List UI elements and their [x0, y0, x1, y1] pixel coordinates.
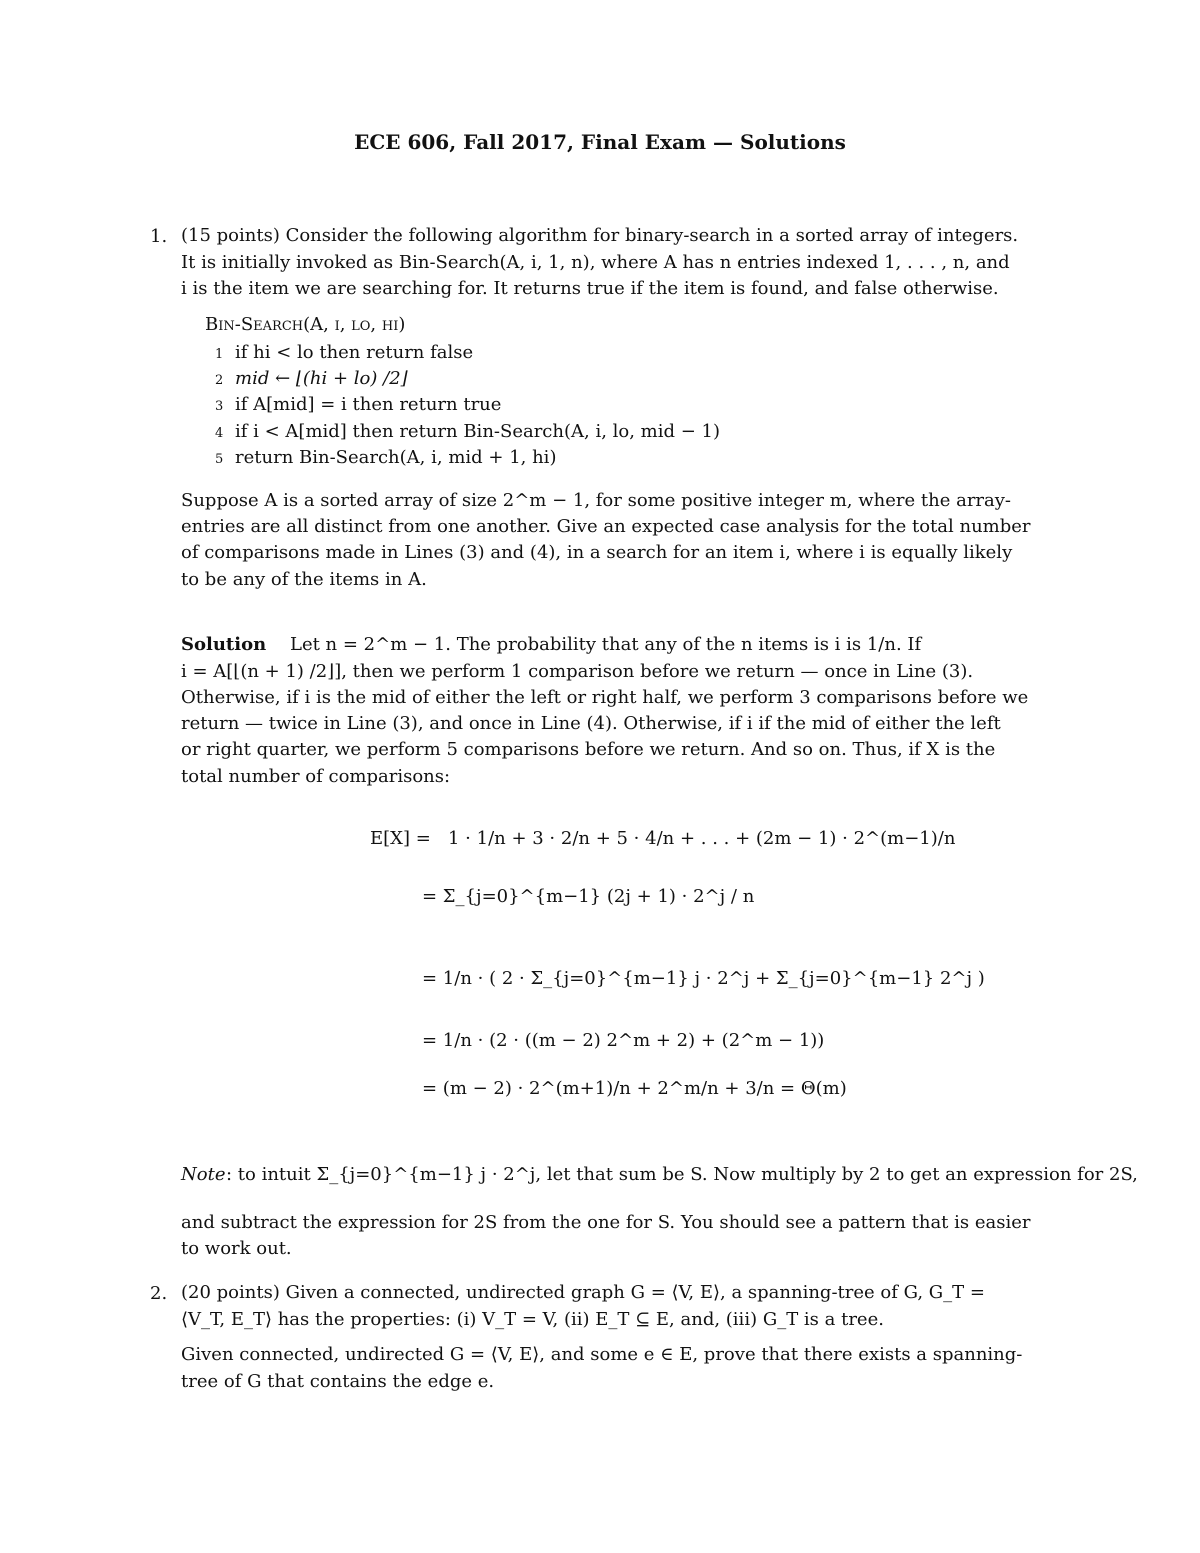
page-title: ECE 606, Fall 2017, Final Exam — Solutions — [354, 130, 846, 154]
algorithm-signature: Bin-Search(A, i, lo, hi) — [205, 314, 406, 335]
q1-intro-line-1: (15 points) Consider the following algorithm for binary-search in a sorted array of integers. — [181, 225, 1019, 246]
algorithm-line-4 — [215, 421, 720, 442]
q2-line-2: ⟨V_T, E_T⟩ has the properties: (i) V_T = V, (ii) E_T ⊆ E, and, (iii) G_T is a tree. — [181, 1309, 884, 1330]
note-line-3: to work out. — [181, 1238, 292, 1259]
equation-line-5: = (m − 2) · 2^(m+1)/n + 2^m/n + 3/n = Θ(m) — [422, 1078, 847, 1099]
note-label: Note — [181, 1164, 226, 1185]
equation-line-2: = Σ_{j=0}^{m−1} (2j + 1) · 2^j / n — [422, 886, 755, 907]
algorithm-line-2 — [215, 368, 408, 389]
equation-lhs: E[X] = — [370, 828, 431, 849]
solution-line-2: i = A[⌊(n + 1) /2⌋], then we perform 1 comparison before we return — once in Line (3). — [181, 661, 974, 682]
equation-line-1: 1 · 1/n + 3 · 2/n + 5 · 4/n + . . . + (2m − 1) · 2^(m−1)/n — [448, 828, 956, 849]
algorithm-line-5 — [215, 447, 556, 468]
algorithm-line-1 — [215, 342, 473, 363]
q2-line-4: tree of G that contains the edge e. — [181, 1371, 495, 1392]
solution-line-5: or right quarter, we perform 5 comparisons before we return. And so on. Thus, if X is the — [181, 739, 996, 760]
suppose-line-1: Suppose A is a sorted array of size 2^m − 1, for some positive integer m, where the array- — [181, 490, 1012, 511]
q2-line-3: Given connected, undirected G = ⟨V, E⟩, and some e ∈ E, prove that there exists a spanning- — [181, 1344, 1023, 1365]
solution-line-4: return — twice in Line (3), and once in Line (4). Otherwise, if i if the mid of either the left — [181, 713, 1001, 734]
equation-line-4: = 1/n · (2 · ((m − 2) 2^m + 2) + (2^m − 1)) — [422, 1030, 825, 1051]
q1-intro-line-2: It is initially invoked as Bin-Search(A, i, 1, n), where A has n entries indexed 1, . . . , n, and — [181, 252, 1010, 273]
note-line-2: and subtract the expression for 2S from the one for S. You should see a pattern that is easier — [181, 1212, 1031, 1233]
line-text: if i < A[mid] then return Bin-Search(A, i, lo, mid − 1) — [235, 421, 721, 442]
line-number: 3 — [215, 399, 224, 414]
line-text: return Bin-Search(A, i, mid + 1, hi) — [235, 447, 557, 468]
solution-line-3: Otherwise, if i is the mid of either the left or right half, we perform 3 comparisons before we — [181, 687, 1029, 708]
suppose-line-4: to be any of the items in A. — [181, 569, 427, 590]
line-text: mid ← ⌊(hi + lo) /2⌋ — [235, 368, 408, 389]
line-number: 5 — [215, 452, 224, 467]
algorithm-header — [205, 314, 405, 335]
line-text: if hi < lo then return false — [235, 342, 474, 363]
suppose-line-3: of comparisons made in Lines (3) and (4), in a search for an item i, where i is equally likely — [181, 542, 1013, 563]
solution-line-1: Let n = 2^m − 1. The probability that any of the n items is i is 1/n. If — [290, 634, 922, 655]
note-line-1: : to intuit Σ_{j=0}^{m−1} j · 2^j, let that sum be S. Now multiply by 2 to get an expression for 2S, — [226, 1164, 1138, 1185]
suppose-line-2: entries are all distinct from one another. Give an expected case analysis for the total number — [181, 516, 1031, 537]
q2-line-1: (20 points) Given a connected, undirected graph G = ⟨V, E⟩, a spanning-tree of G, G_T = — [181, 1282, 985, 1303]
line-text: if A[mid] = i then return true — [235, 394, 502, 415]
line-number: 2 — [215, 373, 224, 388]
equation-line-3: = 1/n · ( 2 · Σ_{j=0}^{m−1} j · 2^j + Σ_{j=0}^{m−1} 2^j ) — [422, 968, 985, 989]
line-number: 1 — [215, 347, 224, 362]
solution-label: Solution — [181, 634, 267, 655]
line-number: 4 — [215, 426, 224, 441]
algorithm-line-3 — [215, 394, 501, 415]
q1-intro-line-3: i is the item we are searching for. It returns true if the item is found, and false otherwise. — [181, 278, 999, 299]
question-1-number: 1. — [150, 226, 168, 247]
question-2-number: 2. — [150, 1283, 168, 1304]
solution-line-6: total number of comparisons: — [181, 766, 451, 787]
